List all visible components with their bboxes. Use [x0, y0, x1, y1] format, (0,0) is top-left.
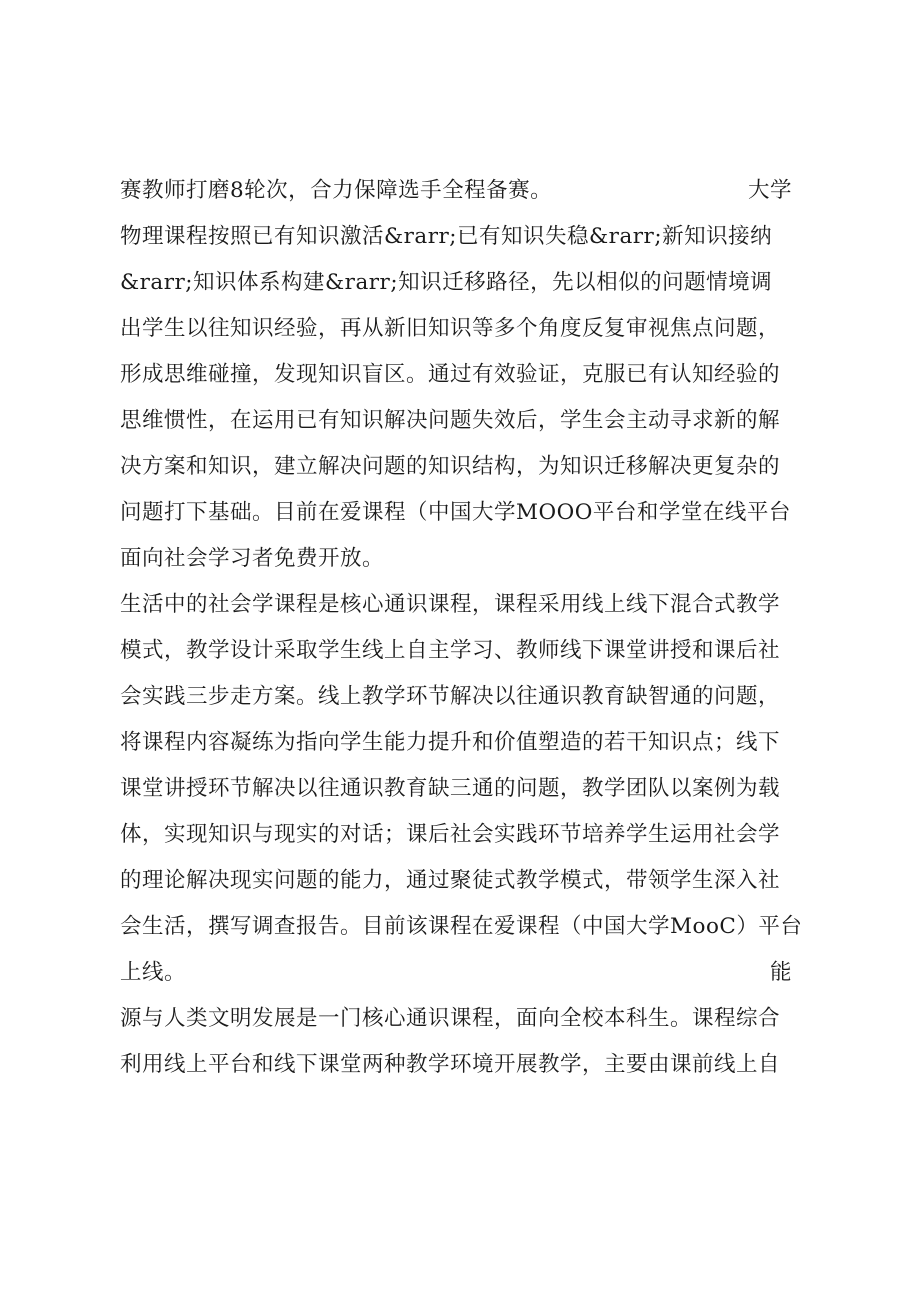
text-line: 利用线上平台和线下课堂两种教学环境开展教学，主要由课前线上自 [120, 1052, 781, 1077]
text-line: 体，实现知识与现实的对话；课后社会实践环节培养学生运用社会学 [120, 822, 781, 847]
text-line: 出学生以往知识经验，再从新旧知识等多个角度反复审视焦点问题， [120, 316, 781, 341]
text-line: 形成思维碰撞，发现知识盲区。通过有效验证，克服已有认知经验的 [120, 362, 781, 387]
text-line: 面向社会学习者免费开放。 [120, 546, 385, 571]
text-line-right: 大学 [747, 178, 792, 203]
text-line: 思维惯性，在运用已有知识解决问题失效后，学生会主动寻求新的解 [120, 408, 781, 433]
text-line: 课堂讲授环节解决以往通识教育缺三通的问题，教学团队以案例为载 [120, 776, 781, 801]
text-line: 会生活，撰写调查报告。目前该课程在爱课程（中国大学MooC）平台 [120, 914, 803, 939]
text-line: 物理课程按照已有知识激活&rarr;已有知识失稳&rarr;新知识接纳 [120, 224, 773, 249]
text-line: 生活中的社会学课程是核心通识课程，课程采用线上线下混合式教学 [120, 592, 781, 617]
text-line [120, 950, 820, 996]
text-line-left: 上线。 [120, 960, 187, 985]
text-line [120, 168, 820, 214]
text-line: 的理论解决现实问题的能力，通过聚徒式教学模式，带领学生深入社 [120, 868, 781, 893]
text-line: 问题打下基础。目前在爱课程（中国大学MOOO平台和学堂在线平台 [120, 500, 791, 525]
text-line-left: 赛教师打磨8轮次，合力保障选手全程备赛。 [120, 178, 553, 203]
text-line: 将课程内容凝练为指向学生能力提升和价值塑造的若干知识点；线下 [120, 730, 781, 755]
text-line-right: 能 [769, 960, 792, 985]
document-body [120, 168, 820, 1088]
text-line: 会实践三步走方案。线上教学环节解决以往通识教育缺智通的问题， [120, 684, 781, 709]
text-line: 决方案和知识，建立解决问题的知识结构，为知识迁移解决更复杂的 [120, 454, 781, 479]
text-line: 模式，教学设计采取学生线上自主学习、教师线下课堂讲授和课后社 [120, 638, 781, 663]
text-line: &rarr;知识体系构建&rarr;知识迁移路径，先以相似的问题情境调 [120, 270, 773, 295]
text-line: 源与人类文明发展是一门核心通识课程，面向全校本科生。课程综合 [120, 1006, 781, 1031]
